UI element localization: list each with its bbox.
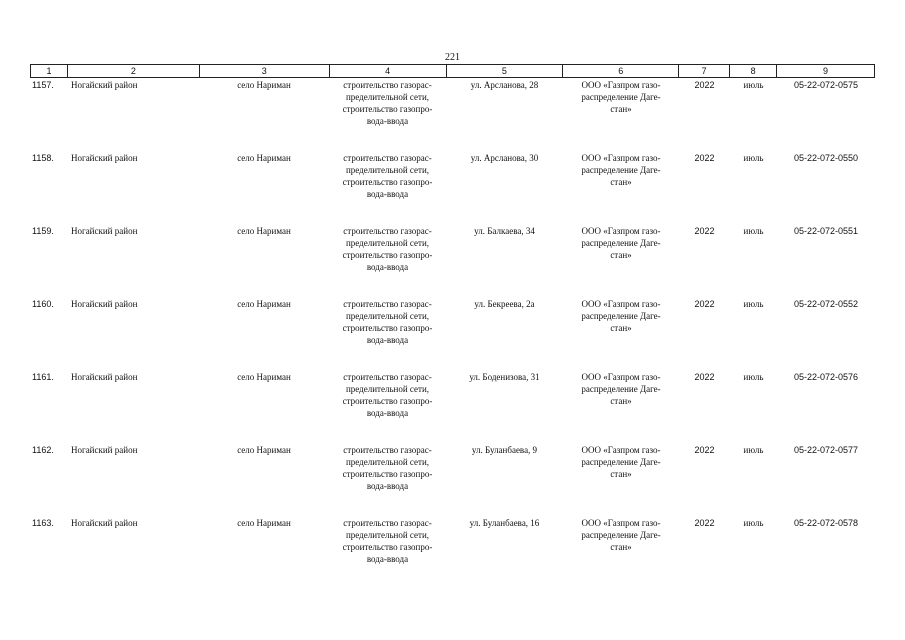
row-number: 1157.	[32, 80, 54, 90]
settlement-cell: село Нариман	[237, 299, 291, 309]
address-cell: ул. Буланбаева, 16	[469, 518, 540, 528]
table-row	[30, 443, 875, 516]
year-cell: 2022	[694, 518, 715, 528]
column-header-2: 2	[68, 65, 200, 77]
works-cell: строительство газорас- пределительной сети, строительство газопро- вода-ввода	[342, 226, 433, 272]
table-row	[30, 370, 875, 443]
organization-cell: ООО «Газпром газо- распределение Даге- стан»	[581, 518, 661, 552]
row-number: 1163.	[32, 518, 54, 528]
district-cell: Ногайский район	[71, 445, 138, 455]
table-row	[30, 297, 875, 370]
address-cell: ул. Арсланова, 28	[470, 80, 539, 90]
year-cell: 2022	[694, 372, 715, 382]
table-body	[30, 78, 875, 589]
organization-cell: ООО «Газпром газо- распределение Даге- стан»	[581, 226, 661, 260]
code-cell: 05-22-072-0576	[793, 372, 859, 382]
month-cell: июль	[743, 153, 764, 163]
column-header-6: 6	[563, 65, 679, 77]
organization-cell: ООО «Газпром газо- распределение Даге- стан»	[581, 80, 661, 114]
district-cell: Ногайский район	[71, 372, 138, 382]
table-row	[30, 78, 875, 151]
settlement-cell: село Нариман	[237, 226, 291, 236]
table-row	[30, 516, 875, 589]
row-number: 1159.	[32, 226, 54, 236]
address-cell: ул. Боденизова, 31	[469, 372, 540, 382]
settlement-cell: село Нариман	[237, 153, 291, 163]
column-header-1: 1	[31, 65, 68, 77]
year-cell: 2022	[694, 153, 715, 163]
district-cell: Ногайский район	[71, 299, 138, 309]
works-cell: строительство газорас- пределительной сети, строительство газопро- вода-ввода	[342, 445, 433, 491]
row-number: 1160.	[32, 299, 54, 309]
column-header-8: 8	[730, 65, 777, 77]
district-cell: Ногайский район	[71, 80, 138, 90]
district-cell: Ногайский район	[71, 518, 138, 528]
works-cell: строительство газорас- пределительной сети, строительство газопро- вода-ввода	[342, 153, 433, 199]
address-cell: ул. Арсланова, 30	[470, 153, 539, 163]
settlement-cell: село Нариман	[237, 445, 291, 455]
code-cell: 05-22-072-0578	[793, 518, 859, 528]
gas-network-table	[30, 64, 875, 589]
column-header-9: 9	[777, 65, 875, 77]
district-cell: Ногайский район	[71, 153, 138, 163]
year-cell: 2022	[694, 445, 715, 455]
organization-cell: ООО «Газпром газо- распределение Даге- стан»	[581, 445, 661, 479]
works-cell: строительство газорас- пределительной сети, строительство газопро- вода-ввода	[342, 518, 433, 564]
organization-cell: ООО «Газпром газо- распределение Даге- стан»	[581, 153, 661, 187]
works-cell: строительство газорас- пределительной сети, строительство газопро- вода-ввода	[342, 299, 433, 345]
code-cell: 05-22-072-0577	[793, 445, 859, 455]
table-header-row	[30, 64, 875, 78]
table-row	[30, 151, 875, 224]
district-cell: Ногайский район	[71, 226, 138, 236]
code-cell: 05-22-072-0550	[793, 153, 859, 163]
column-header-3: 3	[200, 65, 330, 77]
column-header-7: 7	[679, 65, 730, 77]
page-number: 221	[445, 52, 460, 63]
row-number: 1162.	[32, 445, 54, 455]
column-header-5: 5	[447, 65, 564, 77]
month-cell: июль	[743, 445, 764, 455]
year-cell: 2022	[694, 299, 715, 309]
code-cell: 05-22-072-0552	[793, 299, 859, 309]
month-cell: июль	[743, 372, 764, 382]
month-cell: июль	[743, 80, 764, 90]
row-number: 1158.	[32, 153, 54, 163]
month-cell: июль	[743, 518, 764, 528]
month-cell: июль	[743, 226, 764, 236]
settlement-cell: село Нариман	[237, 518, 291, 528]
organization-cell: ООО «Газпром газо- распределение Даге- стан»	[581, 299, 661, 333]
year-cell: 2022	[694, 226, 715, 236]
address-cell: ул. Балкаева, 34	[474, 226, 535, 236]
works-cell: строительство газорас- пределительной сети, строительство газопро- вода-ввода	[342, 372, 433, 418]
settlement-cell: село Нариман	[237, 372, 291, 382]
organization-cell: ООО «Газпром газо- распределение Даге- стан»	[581, 372, 661, 406]
address-cell: ул. Бекреева, 2а	[474, 299, 535, 309]
works-cell: строительство газорас- пределительной сети, строительство газопро- вода-ввода	[342, 80, 433, 126]
table-row	[30, 224, 875, 297]
settlement-cell: село Нариман	[237, 80, 291, 90]
code-cell: 05-22-072-0575	[793, 80, 859, 90]
year-cell: 2022	[694, 80, 715, 90]
address-cell: ул. Буланбаева, 9	[471, 445, 538, 455]
code-cell: 05-22-072-0551	[793, 226, 859, 236]
month-cell: июль	[743, 299, 764, 309]
column-header-4: 4	[330, 65, 447, 77]
row-number: 1161.	[32, 372, 54, 382]
